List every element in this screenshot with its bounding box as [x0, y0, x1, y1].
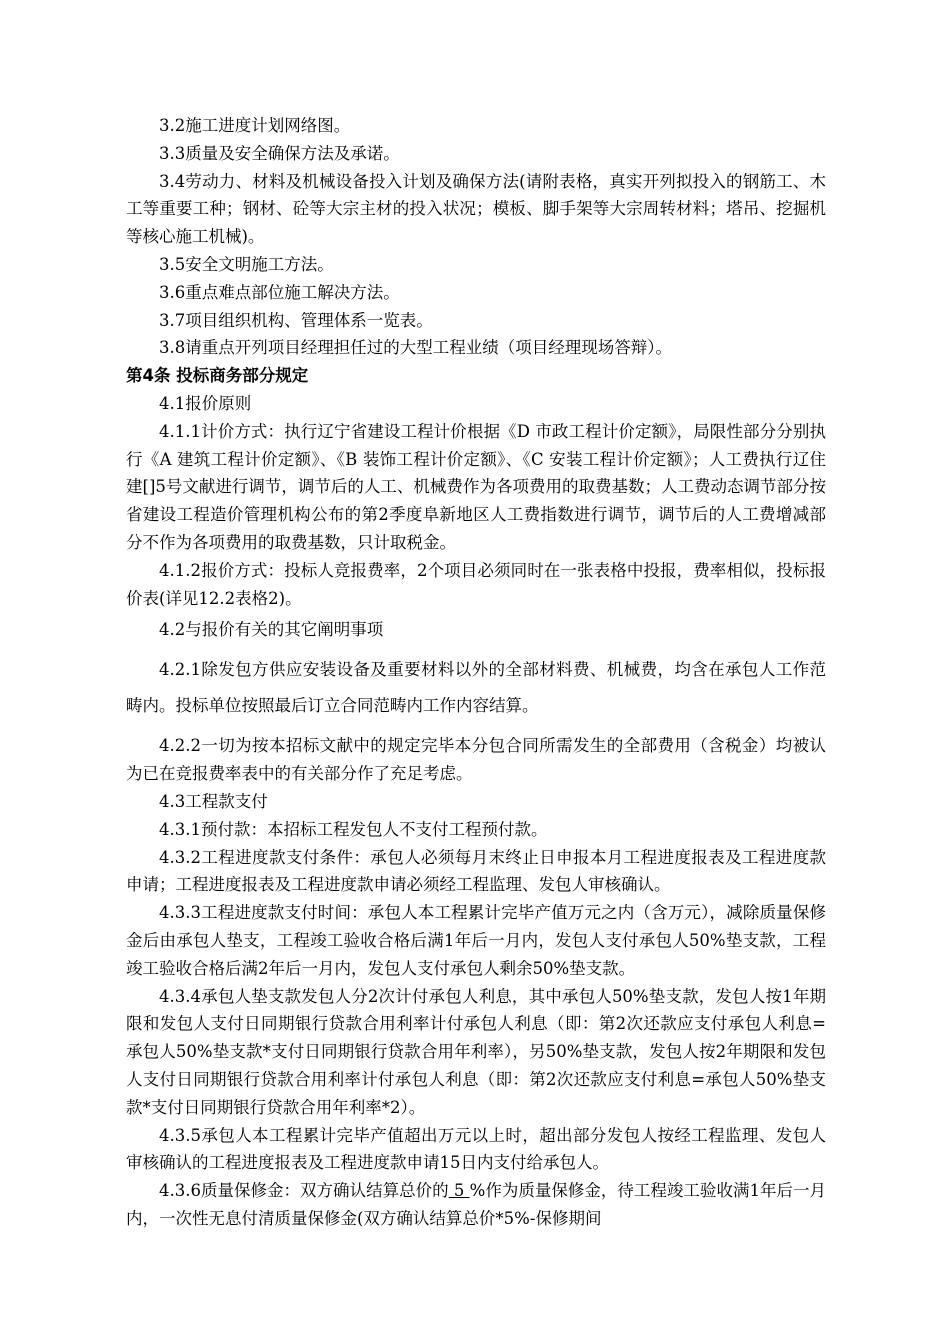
clause-4-3-6 — [126, 1177, 826, 1233]
clause-4-3: 4.3工程款支付 — [159, 791, 268, 811]
clause-4-3-5: 4.3.5承包人本工程累计完毕产值超出万元以上时，超出部分发包人按经工程监理、发包人审核确认的工程进度报表及工程进度款申请15日内支付给承包人。 — [126, 1125, 826, 1173]
clause-3-8: 3.8请重点开列项目经理担任过的大型工程业绩（项目经理现场答辩）。 — [159, 338, 672, 358]
clause-3-4: 3.4劳动力、材料及机械设备投入计划及确保方法(请附表格，真实开列拟投入的钢筋工、木工等重要工种；钢材、砼等大宗主材的投入状况；模板、脚手架等大宗周转材料；塔吊、挖掘机等核心施工机械)。 — [126, 171, 826, 247]
section-heading-4: 第4条 投标商务部分规定 — [126, 366, 309, 386]
clause-4-1: 4.1报价原则 — [159, 393, 252, 413]
clause-3-2: 3.2施工进度计划网络图。 — [159, 116, 351, 135]
clause-4-3-1: 4.3.1预付款：本招标工程发包人不支付工程预付款。 — [159, 819, 548, 839]
clause-3-6: 3.6重点难点部位施工解决方法。 — [159, 282, 400, 302]
clause-4-1-2: 4.1.2报价方式：投标人竞报费率，2个项目必须同时在一张表格中投报，费率相似，投标报价表(详见12.2表格2)。 — [126, 560, 826, 608]
document-page — [126, 112, 826, 1233]
clause-4-3-6-text-start: 4.3.6质量保修金：双方确认结算总价的 — [159, 1181, 449, 1201]
clause-4-2-1: 4.2.1除发包方供应安装设备及重要材料以外的全部材料费、机械费，均含在承包人工作范畴内。投标单位按照最后订立合同范畴内工作内容结算。 — [126, 660, 826, 716]
warranty-rate-blank: 5 — [448, 1181, 470, 1201]
clause-4-3-4: 4.3.4承包人垫支款发包人分2次计付承包人利息，其中承包人50%垫支款，发包人按1年期限和发包人支付日同期银行贷款合用利率计付承包人利息（即：第2次还款应支付承包人利息=承包人50%垫支款*支付日同期银行贷款合用年利率），另50%垫支款，发包人按2年期限和发包人支付日同期银行贷款合用利率计付承包人利息（即：第2次还款应支付利息=承包人50%垫支款*支付日同期银行贷款合用年利率*2）。 — [126, 986, 826, 1117]
clause-4-1-1: 4.1.1计价方式：执行辽宁省建设工程计价根据《D 市政工程计价定额》，局限性部分分别执行《A 建筑工程计价定额》、《B 装饰工程计价定额》、《C 安装工程计价定额》；人工费执行辽住建[]5号文献进行调节，调节后的人工、机械费作为各项费用的取费基数；人工费动态调节部分按省建设工程造价管理机构公布的第2季度阜新地区人工费指数进行调节，调节后的人工费增减部分不作为各项费用的取费基数，只计取税金。 — [126, 421, 826, 552]
clause-4-2-2: 4.2.2一切为按本招标文献中的规定完毕本分包合同所需发生的全部费用（含税金）均被认为已在竞报费率表中的有关部分作了充足考虑。 — [126, 736, 826, 784]
clause-3-7: 3.7项目组织机构、管理体系一览表。 — [159, 310, 433, 330]
clause-4-3-6-text-end: %作为质量保修金，待工程竣工验收满1年后一月内，一次性无息付清质量保修金(双方确认结算总价*5%-保修期间 — [126, 1181, 826, 1228]
clause-3-5: 3.5安全文明施工方法。 — [159, 254, 334, 274]
clause-4-3-3: 4.3.3工程进度款支付时间：承包人本工程累计完毕产值万元之内（含万元），减除质量保修金后由承包人垫支，工程竣工验收合格后满1年后一月内，发包人支付承包人50%垫支款，工程竣工验收合格后满2年后一月内，发包人支付承包人剩余50%垫支款。 — [126, 903, 826, 978]
clause-4-2: 4.2与报价有关的其它阐明事项 — [159, 620, 384, 640]
clause-4-3-2: 4.3.2工程进度款支付条件：承包人必须每月末终止日申报本月工程进度报表及工程进度款申请；工程进度报表及工程进度款申请必须经工程监理、发包人审核确认。 — [126, 847, 826, 895]
clause-3-3: 3.3质量及安全确保方法及承诺。 — [159, 143, 400, 163]
